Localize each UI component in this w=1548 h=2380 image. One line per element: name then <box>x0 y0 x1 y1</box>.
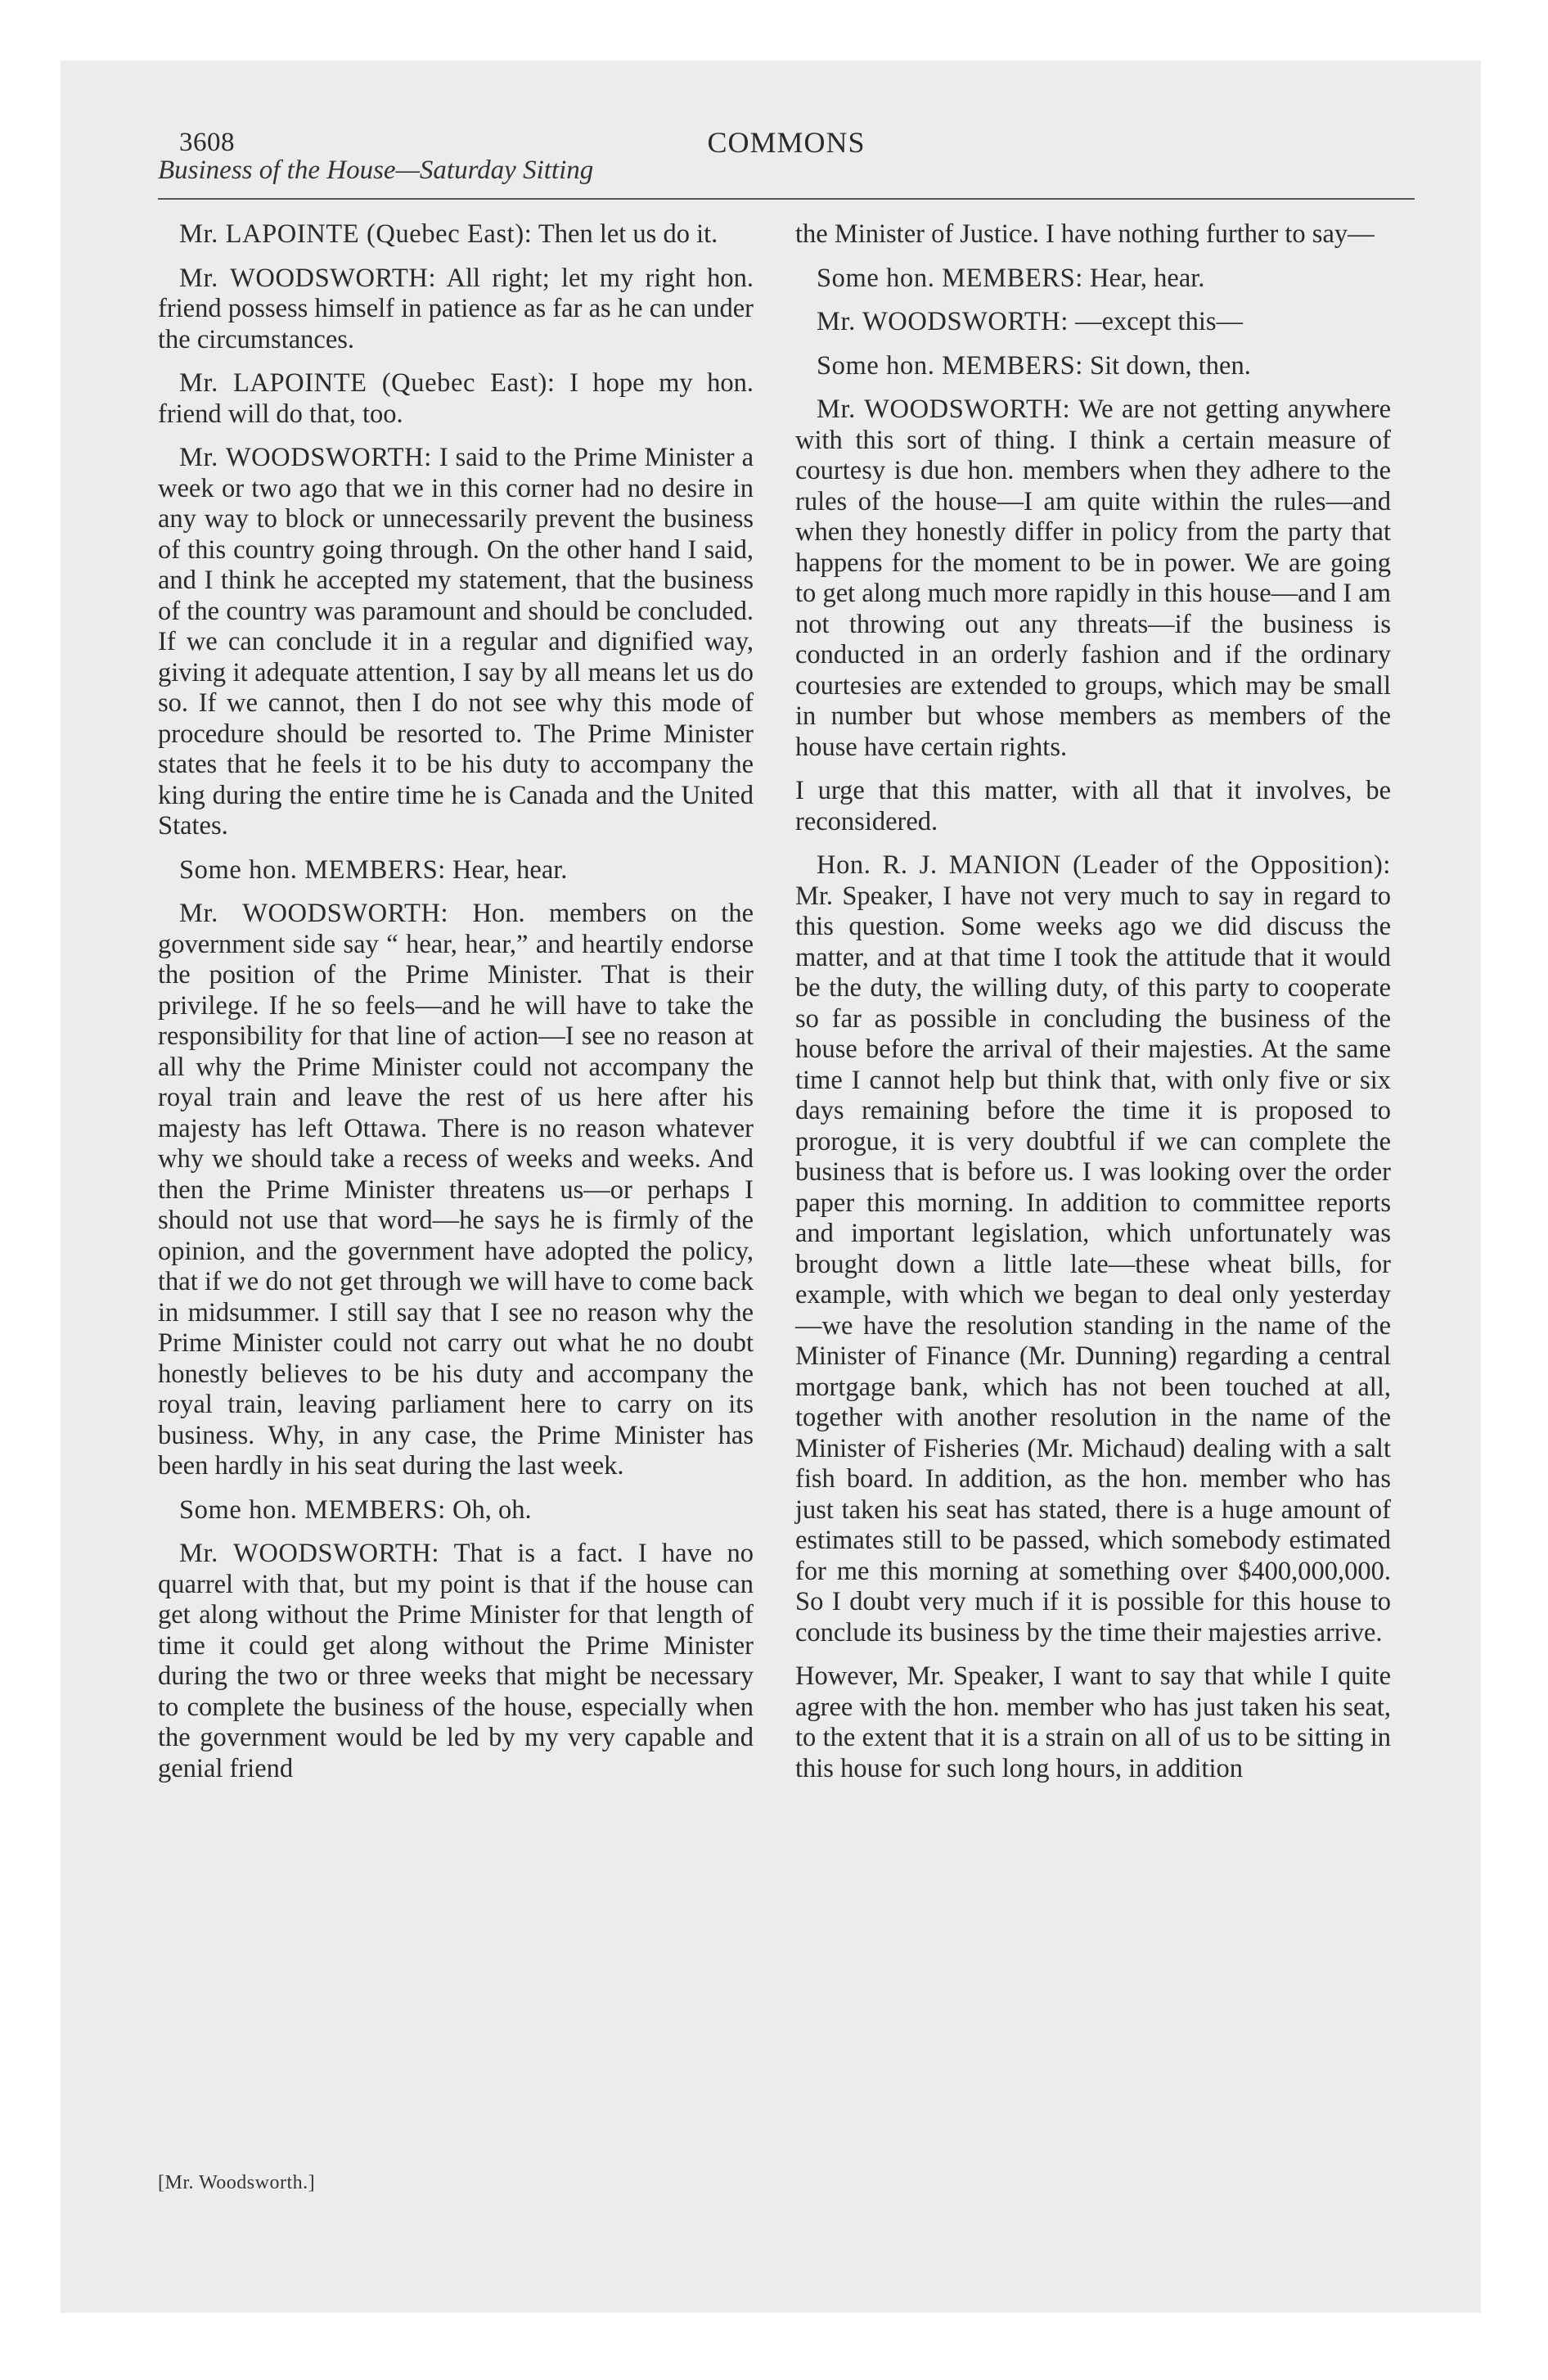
paragraph-text: We are not getting anywhere with this sort of thing. I think a certain measure of courtesy is due hon. members when they adhere to the rules of the house—I am quite within the rules—and when they honestly differ in policy from the party that happens for the moment to be in power. We are going to get along much more rapidly in this house—and I am not throwing out any threats—if the business is conducted in an orderly fashion and if the ordinary courtesies are extended to groups, which may be small in number but whose members as members of the house have certain rights. <box>795 394 1391 762</box>
paragraph <box>158 1539 754 1784</box>
paragraph <box>795 264 1391 295</box>
speaker-name: Mr. WOODSWORTH: <box>817 307 1069 336</box>
paragraph-text: I said to the Prime Minister a week or two ago that we in this corner had no desire in any way to block or unnecessarily prevent the business of this country going through. On the other hand I said, and I think he accepted my statement, that the business of the country was paramount and should be concluded. If we can conclude it in a regular and dignified way, giving it adequate attention, I say by all means let us do so. If we cannot, then I do not see why this mode of procedure should be resorted to. The Prime Minister states that he feels it to be his duty to accompany the king during the entire time he is Canada and the United States. <box>158 443 754 841</box>
paragraph-text: Mr. Speaker, I have not very much to say in regard to this question. Some weeks ago we did discuss the matter, and at that time I took the attitude that it would be the duty, the willing duty, of this party to cooperate so far as possible in concluding the business of the house before the arrival of their majesties. At the same time I cannot help but think that, with only five or six days remaining before the time it is proposed to prorogue, it is very doubtful if we can complete the business that is before us. I was looking over the order paper this morning. In addition to committee reports and important legislation, which unfortunately was brought down a little late—these wheat bills, for example, with which we began to deal only yesterday—we have the resolution standing in the name of the Minister of Finance (Mr. Dunning) regarding a central mortgage bank, which has not been touched at all, together with another resolution in the name of the Minister of Fisheries (Mr. Michaud) dealing with a salt fish board. In addition, as the hon. member who has just taken his seat has stated, there is a huge amount of estimates still to be passed, which somebody estimated for me this morning at something over $400,000,000. So I doubt very much if it is possible for this house to conclude its business by the time their majesties arrive. <box>795 881 1391 1648</box>
paragraph-text: Then let us do it. <box>538 219 718 249</box>
speaker-name: Some hon. MEMBERS: <box>179 854 446 885</box>
paragraph <box>795 394 1391 763</box>
speaker-name: Some hon. MEMBERS: <box>179 1494 446 1525</box>
page-number: 3608 <box>179 128 235 157</box>
paragraph <box>795 307 1391 338</box>
paragraph <box>158 855 754 886</box>
header-rule <box>158 198 1415 200</box>
right-column <box>795 219 1391 1797</box>
page-subtitle: Business of the House—Saturday Sitting <box>158 156 594 185</box>
paragraph <box>158 368 754 430</box>
paragraph <box>795 1661 1391 1784</box>
paragraph <box>795 219 1391 250</box>
paragraph <box>795 351 1391 382</box>
paragraph-text: —except this— <box>1075 307 1243 336</box>
paragraph-text: I hope my hon. friend will do that, too. <box>158 368 754 429</box>
paragraph <box>158 899 754 1482</box>
paragraph-text: That is a fact. I have no quarrel with that, but my point is that if the house can get along without the Prime Minister for that length of time it could get along without the Prime Minister during the two or three weeks that might be necessary to complete the business of the house, especially when the government would be led by my very capable and genial friend <box>158 1539 754 1783</box>
paragraph <box>158 1495 754 1526</box>
paragraph-text: All right; let my right hon. friend possess himself in patience as far as he can under the circumstances. <box>158 263 754 354</box>
paragraph-text: I urge that this matter, with all that it involves, be reconsidered. <box>795 776 1391 836</box>
speaker-name: Mr. WOODSWORTH: <box>179 1539 440 1568</box>
paragraph <box>795 850 1391 1648</box>
paragraph-text: the Minister of Justice. I have nothing further to say— <box>795 219 1375 249</box>
speaker-name: Some hon. MEMBERS: <box>817 263 1083 293</box>
paragraph-text: Hon. members on the government side say “ hear, hear,” and heartily endorse the position of the Prime Minister. That is their privilege. If he so feels—and he will have to take the responsibility for that line of action—I see no reason at all why the Prime Minister could not accompany the royal train and leave the rest of us here after his majesty has left Ottawa. There is no reason whatever why we should take a recess of weeks and weeks. And then the Prime Minister threatens us—or perhaps I should not use that word—he says he is firmly of the opinion, and the government have adopted the policy, that if we do not get through we will have to come back in midsummer. I still say that I see no reason why the Prime Minister could not carry out what he no doubt honestly believes to be his duty and accompany the royal train, leaving parliament here to carry on its business. Why, in any case, the Prime Minister has been hardly in his seat during the last week. <box>158 899 754 1481</box>
paragraph-text: Sit down, then. <box>1090 350 1251 381</box>
speaker-name: Mr. WOODSWORTH: <box>179 263 437 293</box>
speaker-name: Hon. R. J. MANION (Leader of the Opposition): <box>817 850 1391 880</box>
speaker-name: Mr. WOODSWORTH: <box>179 443 432 472</box>
footer-speaker-note: [Mr. Woodsworth.] <box>158 2172 316 2193</box>
left-column <box>158 219 754 1797</box>
paragraph <box>158 219 754 250</box>
paragraph <box>795 776 1391 837</box>
section-title: COMMONS <box>707 126 866 159</box>
speaker-name: Some hon. MEMBERS: <box>817 350 1083 381</box>
paragraph-text: Oh, oh. <box>452 1494 532 1525</box>
speaker-name: Mr. LAPOINTE (Quebec East): <box>179 219 533 249</box>
speaker-name: Mr. WOODSWORTH: <box>179 899 449 928</box>
paragraph-text: Hear, hear. <box>1090 263 1205 293</box>
paragraph-text: Hear, hear. <box>452 854 568 885</box>
speaker-name: Mr. WOODSWORTH: <box>817 394 1071 424</box>
speaker-name: Mr. LAPOINTE (Quebec East): <box>179 368 556 398</box>
paragraph <box>158 264 754 356</box>
paragraph <box>158 443 754 842</box>
paragraph-text: However, Mr. Speaker, I want to say that while I quite agree with the hon. member who has just taken his seat, to the extent that it is a strain on all of us to be sitting in this house for such long hours, in addition <box>795 1661 1391 1783</box>
